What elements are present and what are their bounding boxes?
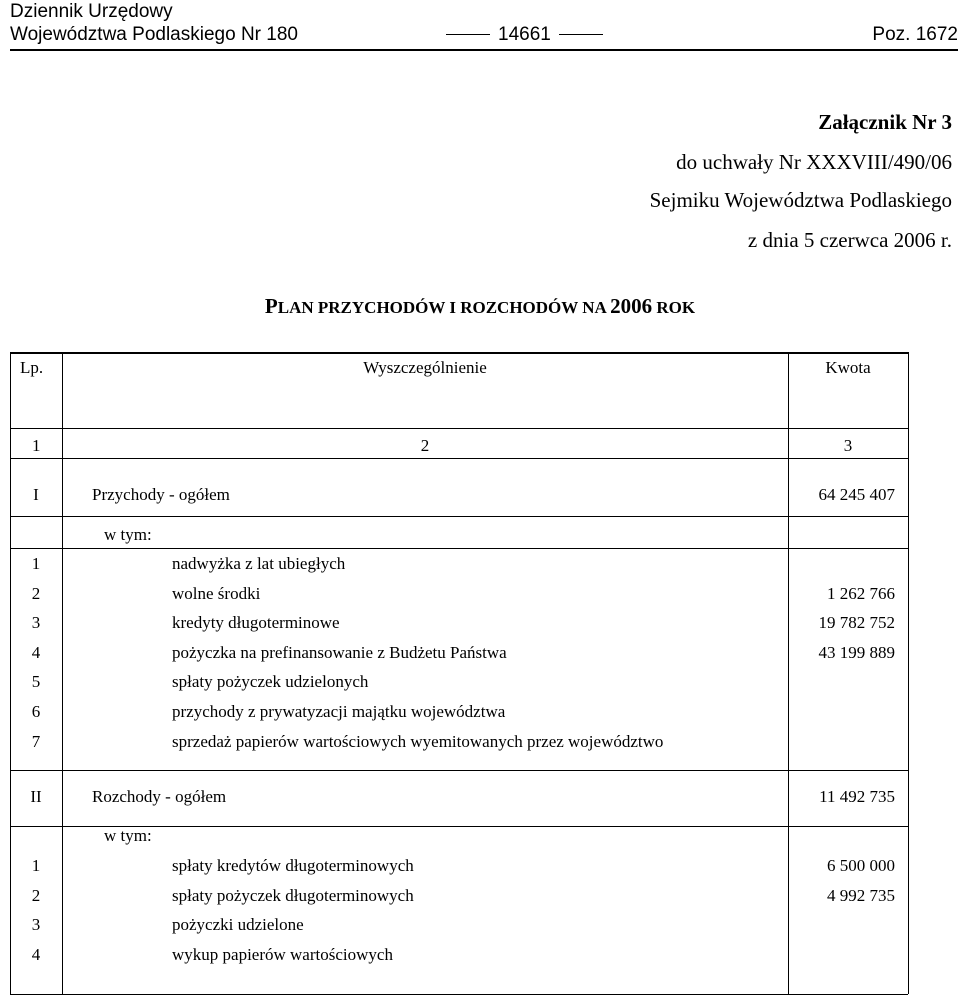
expenses-item-label: pożyczki udzielone (172, 915, 304, 935)
income-item-lp: 1 (31, 554, 41, 573)
income-item-label: pożyczka na prefinansowanie z Budżetu Państwa (172, 642, 507, 662)
expenses-item-lp: 4 (31, 944, 41, 964)
expenses-item-lp: 2 (31, 885, 41, 905)
annex-council: Sejmiku Województwa Podlaskiego (649, 188, 952, 212)
table-rule (10, 458, 908, 459)
income-item-label: przychody z prywatyzacji majątku województwa (172, 702, 506, 721)
col-header-desc: Wyszczególnienie (363, 358, 487, 377)
expenses-item-amount: 4 992 735 (827, 885, 895, 905)
income-item-lp: 4 (31, 642, 41, 662)
page-number: 14661 (438, 24, 611, 46)
col-number-lp: 1 (32, 436, 41, 455)
expenses-item-amount: 6 500 000 (827, 856, 895, 875)
col-number-desc: 2 (420, 436, 430, 455)
annex-date: z dnia 5 czerwca 2006 r. (747, 228, 952, 252)
income-of-which-label: w tym: (104, 525, 152, 544)
income-item-label: nadwyżka z lat ubiegłych (172, 554, 346, 573)
income-item-lp: 7 (31, 731, 41, 751)
income-item-lp: 2 (31, 583, 41, 603)
col-number-amount: 3 (843, 436, 853, 455)
expenses-item-label: spłaty kredytów długoterminowych (172, 856, 414, 875)
annex-title: Załącznik Nr 3 (818, 110, 952, 134)
income-item-lp: 3 (31, 613, 41, 633)
plan-title: PLAN PRZYCHODÓW I ROZCHODÓW NA 2006 ROK (264, 294, 696, 318)
income-item-amount: 43 199 889 (818, 642, 895, 662)
income-item-amount: 1 262 766 (827, 583, 895, 603)
income-item-lp: 6 (31, 702, 41, 721)
income-item-label: kredyty długoterminowe (172, 613, 340, 633)
table-rule (10, 548, 908, 549)
income-item-label: wolne środki (172, 583, 261, 603)
income-item-label: spłaty pożyczek udzielonych (172, 672, 369, 692)
expenses-total-label: Rozchody - ogółem (92, 787, 227, 806)
table-rule (10, 428, 908, 429)
table-rule (908, 352, 909, 994)
expenses-item-lp: 3 (31, 915, 41, 935)
gazette-name: Dziennik Urzędowy (10, 1, 173, 22)
gazette-issue: Województwa Podlaskiego Nr 180 (10, 24, 298, 45)
col-header-lp: Lp. (20, 358, 44, 377)
income-item-lp: 5 (31, 672, 41, 692)
position-number: Poz. 1672 (872, 24, 958, 45)
table-rule (10, 770, 908, 771)
table-rule (10, 352, 908, 354)
table-rule (10, 516, 908, 517)
income-total-label: Przychody - ogółem (92, 485, 230, 504)
table-rule (10, 994, 908, 995)
expenses-of-which-label: w tym: (104, 826, 152, 845)
expenses-item-label: wykup papierów wartościowych (172, 944, 393, 964)
income-item-amount: 19 782 752 (818, 613, 895, 633)
income-total-amount: 64 245 407 (818, 485, 895, 504)
income-item-label: sprzedaż papierów wartościowych wyemitowanych przez województwo (172, 731, 664, 751)
expenses-item-label: spłaty pożyczek długoterminowych (172, 885, 414, 905)
expenses-total-amount: 11 492 735 (819, 787, 895, 806)
expenses-total-lp: II (30, 787, 42, 806)
expenses-item-lp: 1 (31, 856, 41, 875)
annex-resolution: do uchwały Nr XXXVIII/490/06 (676, 150, 952, 174)
col-header-amount: Kwota (825, 358, 871, 377)
income-total-lp: I (33, 485, 39, 504)
